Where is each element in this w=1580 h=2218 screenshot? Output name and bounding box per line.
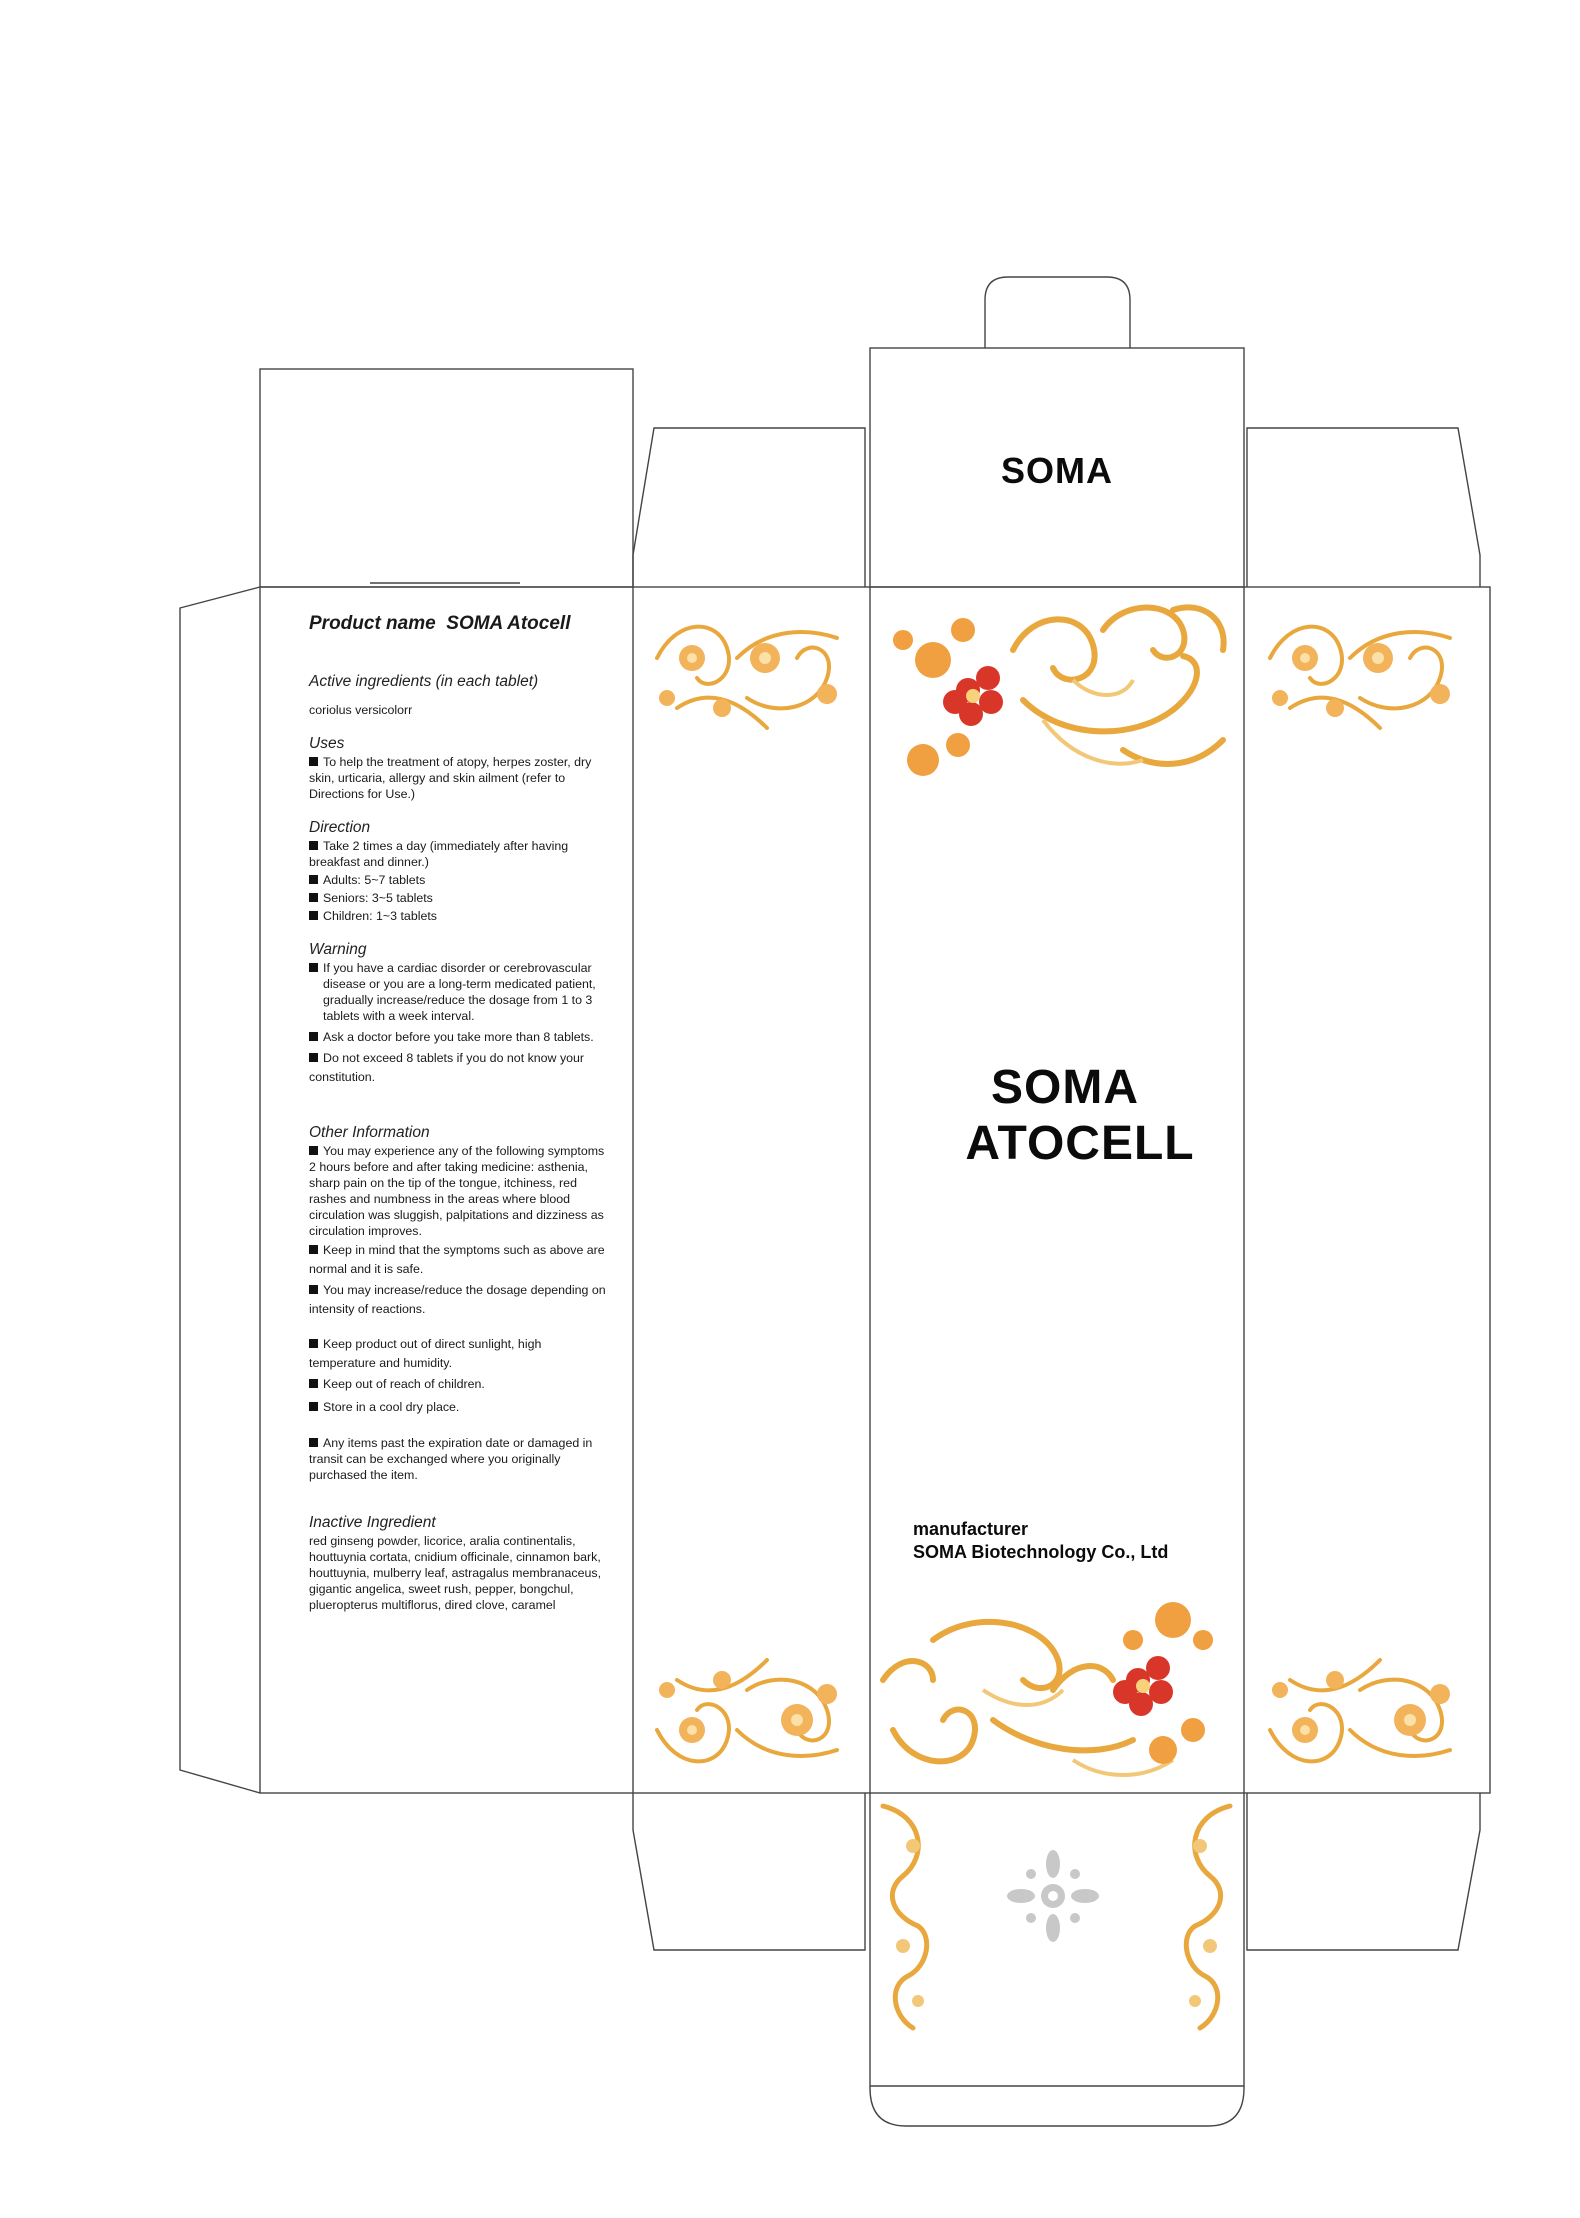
floral-ornament-icon xyxy=(637,598,867,738)
other-information-item: You may experience any of the following symptoms 2 hours before and after taking medicine: asthenia, sharp pain on the tip of the tongue, itchiness, red rashes and numbness in the areas where blood circulation was sluggish, palpitations and dizziness as circulation improves. xyxy=(309,1144,605,1238)
inactive-ingredient-title: Inactive Ingredient xyxy=(309,1514,436,1531)
other-information-item: Keep in mind that the symptoms such as above are normal and it is safe. xyxy=(309,1243,605,1276)
square-bullet-icon xyxy=(309,893,318,902)
damask-ornament-icon xyxy=(1005,1846,1101,1946)
floral-ornament-icon xyxy=(873,1796,943,2036)
exchange-item: Any items past the expiration date or damaged in transit can be exchanged where you originally purchased the item. xyxy=(309,1436,593,1482)
square-bullet-icon xyxy=(309,1032,318,1041)
square-bullet-icon xyxy=(309,841,318,850)
square-bullet-icon xyxy=(309,911,318,920)
active-ingredients-title: Active ingredients (in each tablet) xyxy=(309,673,539,690)
warning-item: Do not exceed 8 tablets if you do not know your constitution. xyxy=(309,1051,585,1084)
square-bullet-icon xyxy=(309,1402,318,1411)
side-info-panel xyxy=(309,612,607,1613)
square-bullet-icon xyxy=(309,1438,318,1447)
square-bullet-icon xyxy=(309,1285,318,1294)
floral-ornament-icon xyxy=(1250,598,1482,738)
other-information-title: Other Information xyxy=(309,1124,430,1141)
direction-item: Take 2 times a day (immediately after having breakfast and dinner.) xyxy=(309,839,569,869)
warning-item: If you have a cardiac disorder or cerebrovascular disease or you are a long-term medicated patient, gradually increase/reduce the dosage from 1 to 3 tablets with a week interval. xyxy=(309,960,607,1024)
square-bullet-icon xyxy=(309,757,318,766)
floral-ornament-icon xyxy=(1170,1796,1240,2036)
storage-item: Keep out of reach of children. xyxy=(309,1375,607,1394)
warning-item: Ask a doctor before you take more than 8 tablets. xyxy=(309,1028,607,1047)
square-bullet-icon xyxy=(309,1339,318,1348)
direction-item: Seniors: 3~5 tablets xyxy=(309,890,607,906)
top-flap-brand: SOMA xyxy=(1001,450,1113,491)
square-bullet-icon xyxy=(309,875,318,884)
front-title-line2: ATOCELL xyxy=(965,1117,1195,1170)
floral-ornament-icon xyxy=(873,1580,1241,1790)
square-bullet-icon xyxy=(309,963,318,972)
uses-title: Uses xyxy=(309,735,345,752)
other-information-item: You may increase/reduce the dosage depending on intensity of reactions. xyxy=(309,1283,606,1316)
square-bullet-icon xyxy=(309,1146,318,1155)
manufacturer-block xyxy=(913,1518,1168,1564)
storage-item: Keep product out of direct sunlight, high temperature and humidity. xyxy=(309,1337,542,1370)
uses-item: To help the treatment of atopy, herpes zoster, dry skin, urticaria, allergy and skin ailment (refer to Directions for Use.) xyxy=(309,755,592,801)
direction-item: Children: 1~3 tablets xyxy=(309,908,607,924)
product-name-line xyxy=(309,612,607,636)
front-panel-title xyxy=(930,1060,1230,1172)
product-name-value: SOMA Atocell xyxy=(446,613,571,634)
front-title-line1: SOMA xyxy=(991,1061,1139,1114)
square-bullet-icon xyxy=(309,1245,318,1254)
warning-title: Warning xyxy=(309,941,367,958)
floral-ornament-icon xyxy=(873,590,1241,790)
square-bullet-icon xyxy=(309,1053,318,1062)
inactive-ingredient-text: red ginseng powder, licorice, aralia continentalis, houttuynia cortata, cnidium officinale, cinnamon bark, houttuynia, mulberry leaf, astragalus membranaceus, gigantic angelica, sweet rush, pepper, bongchul, plueropterus multiflorus, dired clove, caramel xyxy=(309,1534,602,1612)
manufacturer-name: SOMA Biotechnology Co., Ltd xyxy=(913,1542,1169,1562)
direction-title: Direction xyxy=(309,819,371,836)
direction-item: Adults: 5~7 tablets xyxy=(309,872,607,888)
storage-item: Store in a cool dry place. xyxy=(309,1398,607,1417)
floral-ornament-icon xyxy=(637,1640,867,1790)
floral-ornament-icon xyxy=(1250,1640,1482,1790)
product-name-label: Product name xyxy=(309,613,436,634)
active-ingredients-value: coriolus versicolorr xyxy=(309,703,413,717)
square-bullet-icon xyxy=(309,1379,318,1388)
manufacturer-label: manufacturer xyxy=(913,1519,1029,1539)
